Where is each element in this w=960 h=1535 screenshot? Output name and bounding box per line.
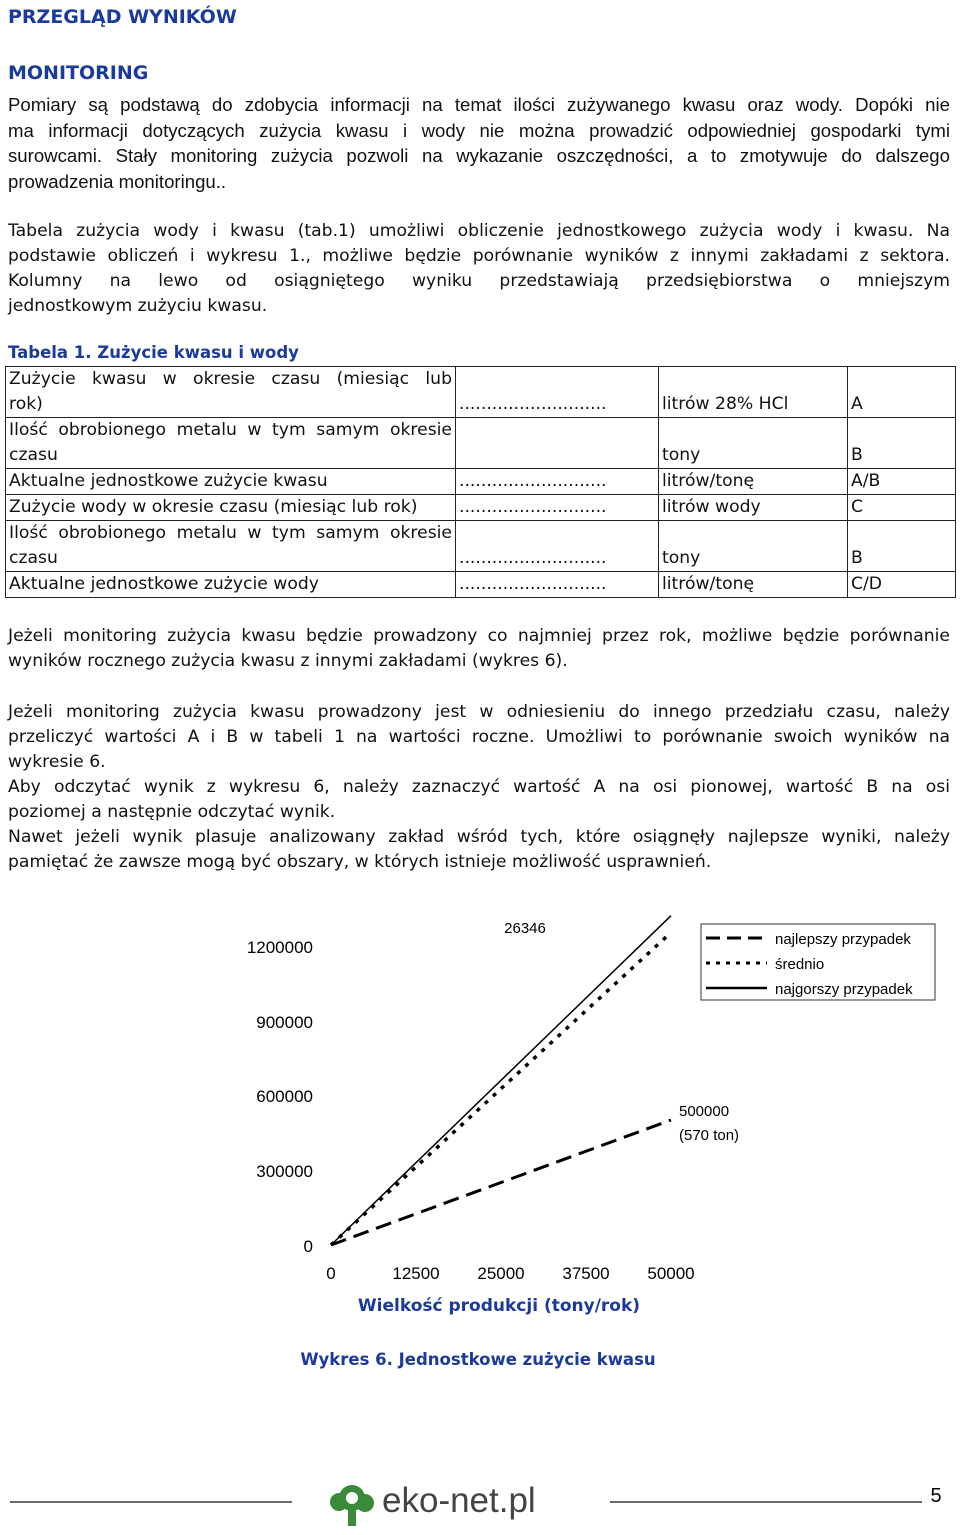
para-line: wykresie 6. bbox=[8, 752, 106, 772]
table-description-paragraph bbox=[8, 219, 950, 319]
row-unit: tony bbox=[659, 521, 848, 572]
table-row bbox=[6, 521, 956, 572]
row-symbol: C bbox=[848, 495, 956, 521]
y-tick-label: 1200000 bbox=[246, 938, 313, 957]
y-tick-label: 600000 bbox=[256, 1087, 313, 1106]
annotation-best-tons: (570 ton) bbox=[679, 1127, 740, 1144]
tree-icon bbox=[330, 1485, 374, 1526]
series-line-worst bbox=[331, 916, 671, 1245]
row-label: Ilość obrobionego metalu w tym samym okresie czasu bbox=[6, 521, 456, 572]
intro-line: surowcami. Stały monitoring zużycia pozwoli na wykazanie oszczędności, a to zmotywuje do dalszego bbox=[8, 145, 950, 166]
row-label: Zużycie kwasu w okresie czasu (miesiąc lub rok) bbox=[6, 367, 456, 418]
table-row bbox=[6, 367, 956, 418]
para-line: przeliczyć wartości A i B w tabeli 1 na wartości roczne. Umożliwi to porównanie swoich wyników na bbox=[8, 727, 950, 747]
para-line: wyników rocznego zużycia kwasu z innymi zakładami (wykres 6). bbox=[8, 651, 568, 671]
y-tick-label: 900000 bbox=[256, 1013, 313, 1032]
y-tick-label: 0 bbox=[303, 1237, 313, 1256]
table-row bbox=[6, 418, 956, 469]
tree-icon-part bbox=[330, 1493, 348, 1511]
tree-icon-part bbox=[346, 1492, 358, 1504]
para-line: Nawet jeżeli wynik plasuje analizowany zakład wśród tych, które osiągnęły najlepsze wyniki, należy bbox=[8, 827, 950, 847]
x-tick-label: 37500 bbox=[562, 1264, 610, 1283]
tree-icon-part bbox=[348, 1508, 356, 1526]
annotation-worst-value: 26346 bbox=[504, 920, 546, 937]
table-row bbox=[6, 495, 956, 521]
x-tick-label: 25000 bbox=[477, 1264, 525, 1283]
series-line-best bbox=[331, 1120, 671, 1245]
chart-caption: Wykres 6. Jednostkowe zużycie kwasu bbox=[300, 1350, 656, 1369]
series-line-average bbox=[331, 933, 671, 1246]
legend-label-best: najlepszy przypadek bbox=[775, 931, 911, 948]
table-desc-line: podstawie obliczeń i wykresu 1., możliwe będzie porównanie wyników z innymi zakładami z sektora. bbox=[8, 246, 950, 266]
chart-legend bbox=[701, 924, 935, 1000]
row-symbol: A/B bbox=[848, 469, 956, 495]
row-symbol: B bbox=[848, 418, 956, 469]
page-number: 5 bbox=[930, 1485, 942, 1507]
section-title: MONITORING bbox=[8, 62, 149, 84]
intro-line: Pomiary są podstawą do zdobycia informacji na temat ilości zużywanego kwasu oraz wody. Dopóki nie bbox=[8, 94, 950, 115]
row-unit: tony bbox=[659, 418, 848, 469]
row-symbol: C/D bbox=[848, 572, 956, 598]
row-label: Zużycie wody w okresie czasu (miesiąc lub rok) bbox=[6, 495, 456, 521]
row-label: Aktualne jednostkowe zużycie wody bbox=[6, 572, 456, 598]
row-unit: litrów wody bbox=[659, 495, 848, 521]
para-line: Aby odczytać wynik z wykresu 6, należy zaznaczyć wartość A na osi pionowej, wartość B na osi bbox=[8, 777, 950, 797]
x-axis-label: Wielkość produkcji (tony/rok) bbox=[357, 1296, 641, 1316]
x-tick-label: 0 bbox=[326, 1264, 336, 1283]
para-line: pamiętać że zawsze mogą być obszary, w których istnieje możliwość usprawnień. bbox=[8, 852, 712, 872]
annual-comparison-paragraph bbox=[8, 624, 950, 674]
x-tick-label: 12500 bbox=[392, 1264, 440, 1283]
intro-paragraph bbox=[8, 92, 950, 194]
footer-graphic bbox=[0, 1460, 960, 1531]
row-unit: litrów 28% HCl bbox=[659, 367, 848, 418]
intro-line: ma informacji dotyczących zużycia kwasu i wody nie można prowadzić odpowiedniej gospodarki tymi bbox=[8, 119, 950, 141]
table-row bbox=[6, 572, 956, 598]
tree-icon-part bbox=[356, 1494, 374, 1512]
consumption-table bbox=[5, 366, 956, 598]
row-unit: litrów/tonę bbox=[659, 572, 848, 598]
para-line: Jeżeli monitoring zużycia kwasu będzie prowadzony co najmniej przez rok, możliwe będzie porównanie bbox=[8, 626, 950, 646]
row-label: Ilość obrobionego metalu w tym samym okresie czasu bbox=[6, 418, 456, 469]
annotation-best-value: 500000 bbox=[679, 1103, 730, 1120]
row-value: ........................... bbox=[456, 367, 659, 418]
page-footer bbox=[0, 1460, 960, 1531]
row-symbol: A bbox=[848, 367, 956, 418]
x-tick-label: 50000 bbox=[647, 1264, 695, 1283]
page-title: PRZEGLĄD WYNIKÓW bbox=[8, 6, 237, 28]
row-value bbox=[456, 418, 659, 469]
footer-logo: eko-net.pl bbox=[382, 1481, 536, 1520]
row-unit: litrów/tonę bbox=[659, 469, 848, 495]
row-value: ........................... bbox=[456, 572, 659, 598]
row-value: ........................... bbox=[456, 495, 659, 521]
row-symbol: B bbox=[848, 521, 956, 572]
chart-series-group bbox=[331, 916, 671, 1245]
row-label: Aktualne jednostkowe zużycie kwasu bbox=[6, 469, 456, 495]
table-row bbox=[6, 469, 956, 495]
table-caption: Tabela 1. Zużycie kwasu i wody bbox=[8, 343, 299, 362]
table-desc-line: Kolumny na lewo od osiągniętego wyniku przedstawiają przedsiębiorstwa o mniejszym bbox=[8, 271, 950, 291]
instructions-paragraph bbox=[8, 700, 950, 875]
legend-label-average: średnio bbox=[775, 956, 825, 973]
y-tick-label: 300000 bbox=[256, 1162, 313, 1181]
intro-line: prowadzenia monitoringu.. bbox=[8, 170, 227, 192]
table-desc-line: jednostkowym zużyciu kwasu. bbox=[8, 296, 268, 316]
row-value: ........................... bbox=[456, 521, 659, 572]
table-desc-line: Tabela zużycia wody i kwasu (tab.1) umożliwi obliczenie jednostkowego zużycia wody i kwasu. Na bbox=[8, 221, 950, 241]
row-value: ........................... bbox=[456, 469, 659, 495]
legend-label-worst: najgorszy przypadek bbox=[775, 981, 913, 998]
unit-consumption-chart bbox=[0, 900, 960, 1380]
para-line: poziomej a następnie odczytać wynik. bbox=[8, 802, 336, 822]
para-line: Jeżeli monitoring zużycia kwasu prowadzony jest w odniesieniu do innego przedziału czasu, należy bbox=[8, 702, 950, 722]
